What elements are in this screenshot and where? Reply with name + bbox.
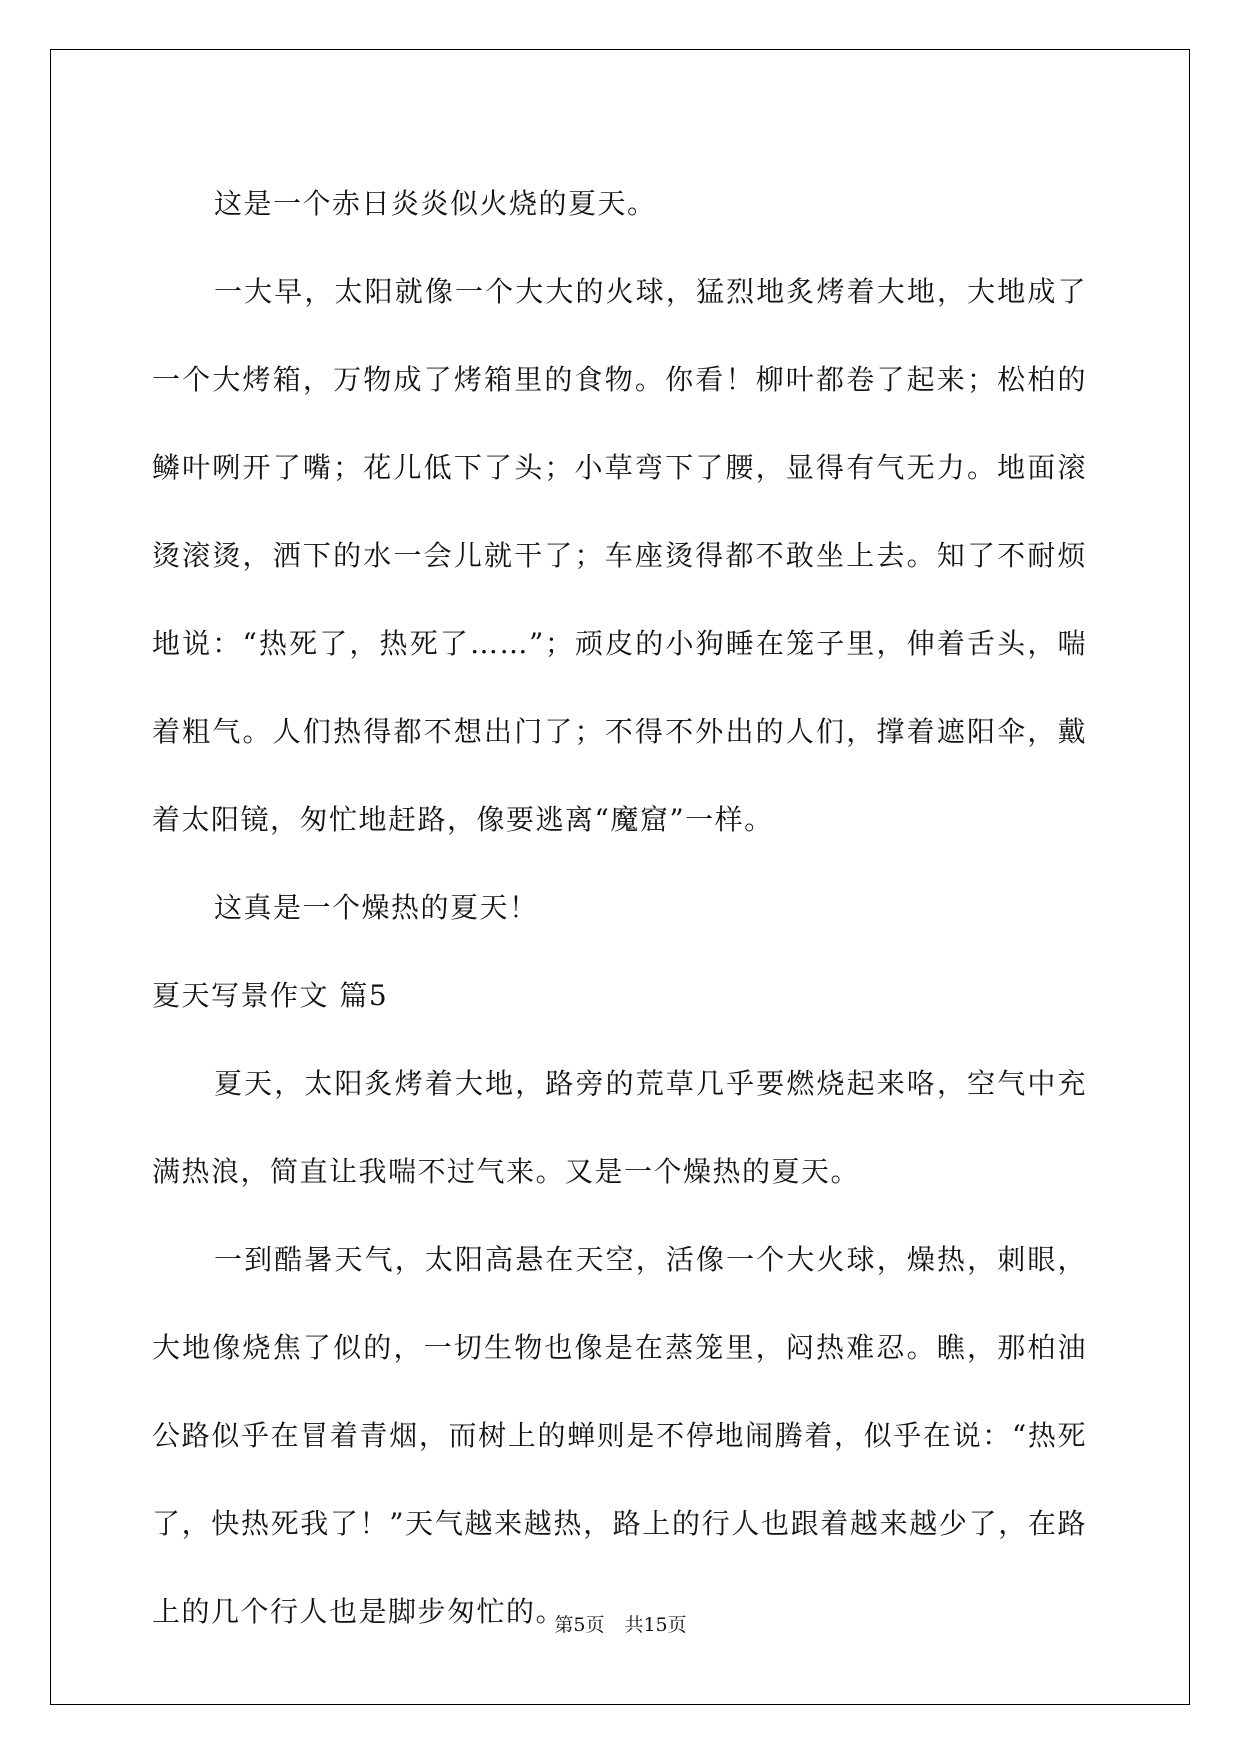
paragraph: 一大早，太阳就像一个大大的火球，猛烈地炙烤着大地，大地成了一个大烤箱，万物成了烤箱里的食物。你看！柳叶都卷了起来；松柏的鳞叶咧开了嘴；花儿低下了头；小草弯下了腰，显得有气无力。地面滚烫滚烫，洒下的水一会儿就干了；车座烫得都不敢坐上去。知了不耐烦地说：“热死了，热死了……”；顽皮的小狗睡在笼子里，伸着舌头，喘着粗气。人们热得都不想出门了；不得不外出的人们，撑着遮阳伞，戴着太阳镜，匆忙地赶路，像要逃离“魔窟”一样。 xyxy=(152,275,1087,836)
paragraph: 夏天，太阳炙烤着大地，路旁的荒草几乎要燃烧起来咯，空气中充满热浪，简直让我喘不过气来。又是一个燥热的夏天。 xyxy=(152,1067,1087,1188)
document-body xyxy=(152,160,1087,1656)
page-number: 第5页 xyxy=(554,1614,605,1636)
page-total: 共15页 xyxy=(624,1614,687,1636)
paragraph: 这真是一个燥热的夏天！ xyxy=(214,891,539,924)
page-footer xyxy=(0,1610,1241,1637)
section-heading: 夏天写景作文 篇5 xyxy=(152,979,389,1012)
paragraph: 这是一个赤日炎炎似火烧的夏天。 xyxy=(214,187,657,220)
paragraph: 一到酷暑天气，太阳高悬在天空，活像一个大火球，燥热，刺眼，大地像烧焦了似的，一切生物也像是在蒸笼里，闷热难忍。瞧，那柏油公路似乎在冒着青烟，而树上的蝉则是不停地闹腾着，似乎在说：“热死了，快热死我了！”天气越来越热，路上的行人也跟着越来越少了，在路上的几个行人也是脚步匆忙的。 xyxy=(152,1243,1087,1628)
